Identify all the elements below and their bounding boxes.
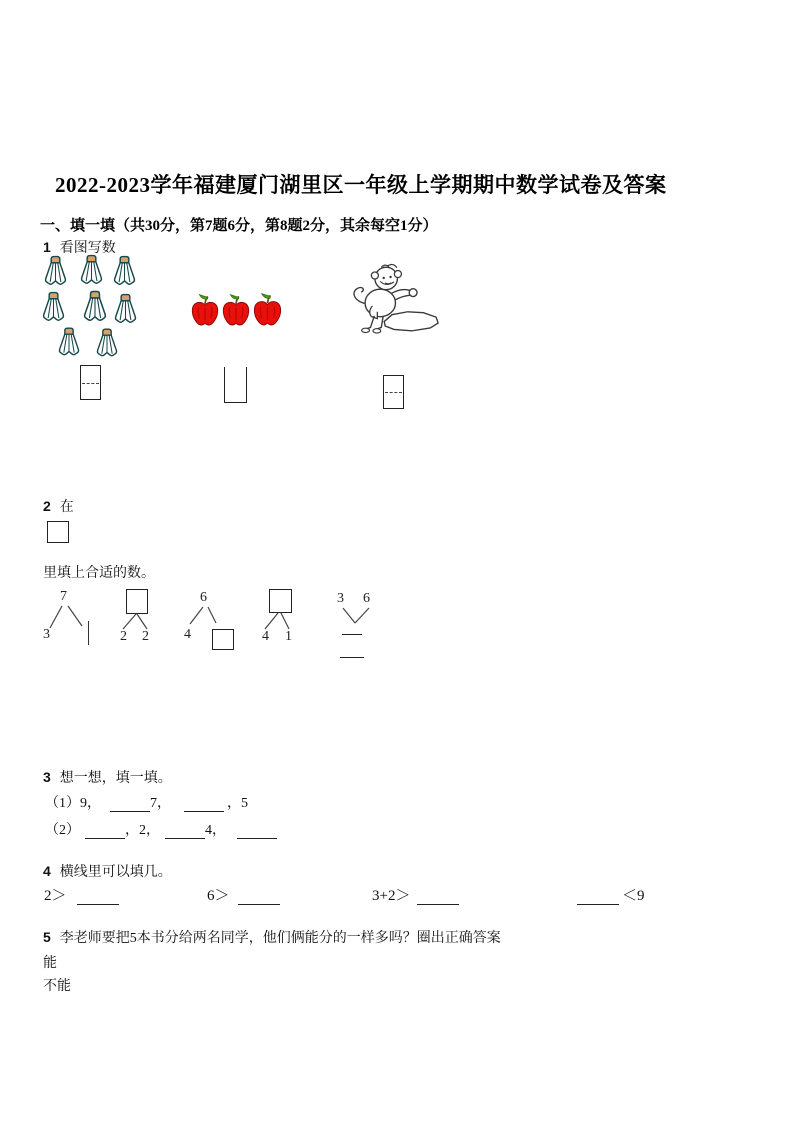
question-number: 2	[43, 498, 51, 514]
inequality-item	[207, 884, 280, 905]
blank-line	[110, 796, 150, 812]
question-2-heading	[43, 496, 74, 516]
blank-line	[342, 634, 362, 635]
bond-left-number: 3	[337, 591, 344, 606]
blank-line	[77, 889, 119, 905]
sequence-text: ，2，	[125, 823, 160, 838]
question-text: 在	[59, 500, 74, 515]
option-can: 能	[43, 956, 57, 971]
question-text: 李老师要把5本书分给两名同学，他们俩能分的一样多吗？圈出正确答案	[59, 931, 501, 946]
bond-left-number: 4	[262, 629, 269, 644]
inequality-text: ＜9	[622, 888, 645, 904]
bond-top-number: 7	[60, 589, 67, 604]
shuttlecock-icon	[82, 290, 108, 323]
question-text: 横线里可以填几。	[59, 865, 172, 880]
monkey-illustration	[345, 262, 443, 338]
bond-right-number: 2	[142, 629, 149, 644]
inequality-text: 3+2＞	[372, 888, 411, 904]
answer-box	[383, 375, 404, 409]
blank-line	[85, 823, 125, 839]
blank-line	[238, 889, 280, 905]
inequality-item	[577, 884, 645, 905]
apple-icon	[190, 291, 220, 329]
question-number: 1	[43, 239, 51, 255]
question-text: 看图写数	[59, 241, 116, 256]
shuttlecock-icon	[112, 255, 137, 287]
question-text: 里填上合适的数。	[43, 566, 155, 581]
number-bond-diagram	[334, 590, 379, 660]
dashed-midline	[82, 383, 99, 384]
answer-box	[224, 367, 247, 403]
number-bond-diagram	[262, 588, 312, 650]
question-4-heading	[43, 861, 172, 881]
bond-right-number: 6	[363, 591, 370, 606]
question-text: 想一想，填一填。	[59, 771, 172, 786]
answer-box	[80, 365, 101, 400]
blank-vertical-line	[88, 621, 89, 645]
blank-line	[417, 889, 459, 905]
question-number: 5	[43, 929, 51, 945]
bond-left-number: 3	[43, 627, 50, 642]
inequality-item	[44, 884, 119, 905]
dashed-midline	[385, 392, 402, 393]
shuttlecock-icon	[57, 327, 81, 357]
sequence-text: ，5	[227, 796, 248, 811]
inequality-text: 6＞	[207, 888, 230, 904]
bond-box	[212, 629, 234, 650]
option-cannot: 不能	[43, 979, 71, 994]
sequence-text: （2）	[45, 823, 80, 838]
question-5-heading	[43, 927, 501, 947]
blank-line	[165, 823, 205, 839]
answer-box	[47, 521, 69, 543]
bond-right-number: 1	[285, 629, 292, 644]
inequality-item	[372, 884, 459, 905]
blank-line	[577, 889, 619, 905]
bond-left-number: 2	[120, 629, 127, 644]
shuttlecock-icon	[79, 254, 104, 286]
shuttlecock-icon	[95, 328, 119, 358]
page-title: 2022-2023学年福建厦门湖里区一年级上学期期中数学试卷及答案	[55, 173, 667, 197]
sequence-text: 4，	[205, 823, 226, 838]
blank-line	[237, 823, 277, 839]
section-heading: 一、填一填（共30分，第7题6分，第8题2分，其余每空1分）	[40, 218, 438, 234]
apple-icon	[252, 290, 283, 329]
number-bond-diagram	[40, 588, 95, 650]
inequality-text: 2＞	[44, 888, 67, 904]
shuttlecock-icon	[113, 293, 138, 325]
question-3-heading	[43, 767, 172, 787]
bond-box	[269, 589, 292, 613]
sequence-text: （1）9，	[45, 796, 101, 811]
shuttlecock-icon	[43, 255, 68, 287]
question-number: 4	[43, 863, 51, 879]
number-bond-diagram	[118, 588, 168, 650]
bond-left-number: 4	[184, 627, 191, 642]
sequence-text: 7，	[150, 796, 171, 811]
number-bond-diagram	[184, 590, 236, 650]
bond-box	[126, 589, 148, 614]
blank-line	[340, 657, 364, 658]
bond-top-number: 6	[200, 590, 207, 605]
apple-icon	[221, 291, 251, 329]
shuttlecock-icon	[41, 291, 66, 323]
question-number: 3	[43, 769, 51, 785]
blank-line	[184, 796, 224, 812]
q3-line-2	[45, 819, 277, 839]
q3-line-1	[45, 792, 248, 812]
